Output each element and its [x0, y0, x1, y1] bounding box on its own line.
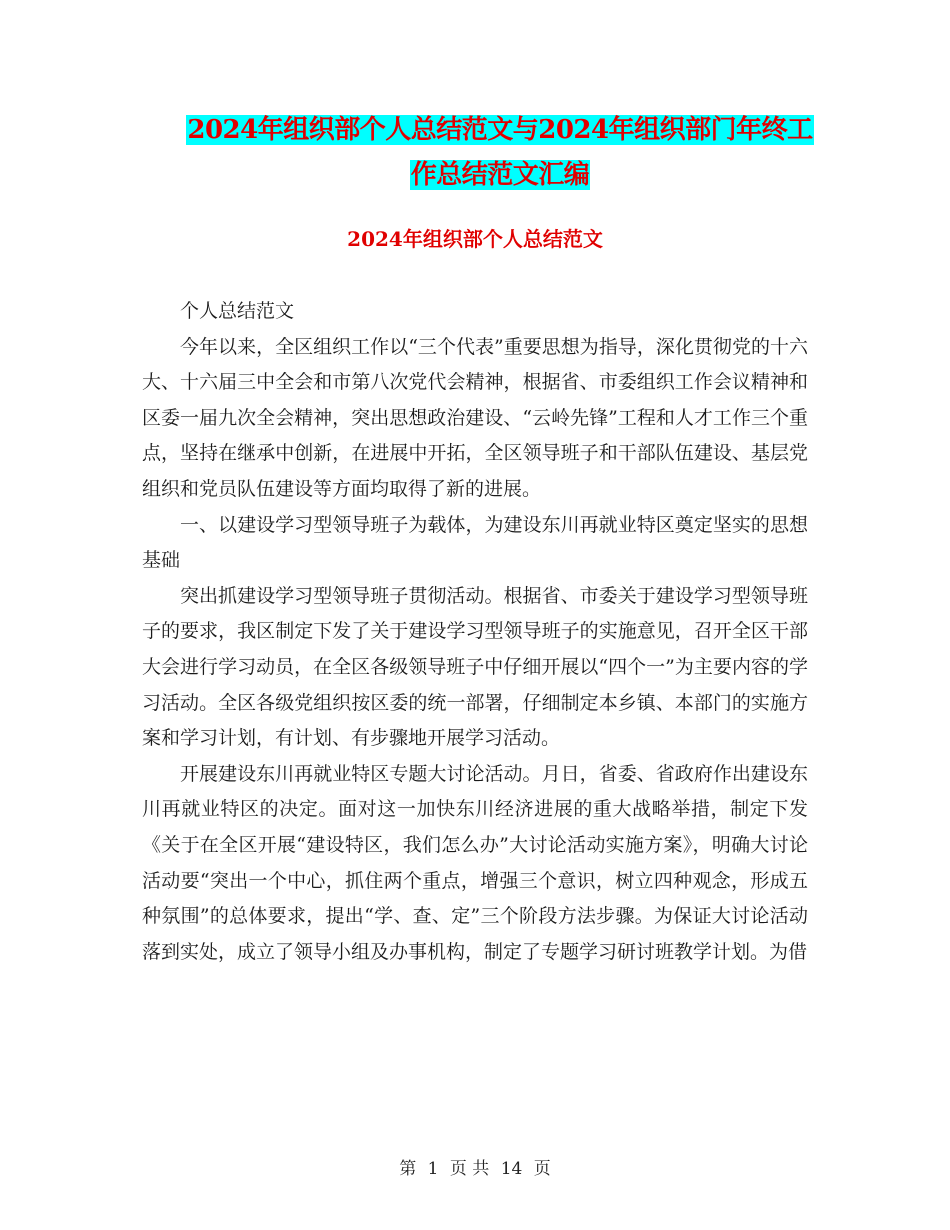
footer-page-number: 1	[427, 1159, 439, 1179]
title-text-2: 作总结范文汇编	[410, 160, 590, 190]
paragraph-learning-activity: 突出抓建设学习型领导班子贯彻活动。根据省、市委关于建设学习型领导班子的要求，我区制定下发了关于建设学习型领导班子的实施意见，召开全区干部大会进行学习动员，在全区各级领导班子中仔细开展以“四个一”为主要内容的学习活动。全区各级党组织按区委的统一部署，仔细制定本乡镇、本部门的实施方案和学习计划，有计划、有步骤地开展学习活动。	[142, 584, 808, 750]
paragraph-label: 个人总结范文	[180, 300, 295, 322]
section-heading: 2024年组织部个人总结范文	[347, 227, 603, 251]
document-body	[142, 294, 808, 970]
footer-middle: 页 共	[449, 1159, 490, 1179]
page-footer	[0, 1154, 950, 1179]
title-line-2	[120, 153, 880, 198]
footer-suffix: 页	[533, 1159, 551, 1179]
footer-prefix: 第	[399, 1159, 417, 1179]
paragraph-intro: 今年以来，全区组织工作以“三个代表”重要思想为指导，深化贯彻党的十六大、十六届三中全会和市第八次党代会精神，根据省、市委组织工作会议精神和区委一届九次全会精神，突出思想政治建设、“云岭先锋”工程和人才工作三个重点，坚持在继承中创新，在进展中开拓，全区领导班子和干部队伍建设、基层党组织和党员队伍建设等方面均取得了新的进展。	[142, 335, 808, 500]
document-title	[120, 108, 880, 198]
title-line-1	[120, 108, 880, 153]
title-text-1: 2024年组织部个人总结范文与2024年组织部门年终工	[187, 115, 813, 145]
paragraph-discussion-activity: 开展建设东川再就业特区专题大讨论活动。月日，省委、省政府作出建设东川再就业特区的决定。面对这一加快东川经济进展的重大战略举措，制定下发《关于在全区开展“建设特区，我们怎么办”大讨论活动实施方案》，明确大讨论活动要“突出一个中心，抓住两个重点，增强三个意识，树立四种观念，形成五种氛围”的总体要求，提出“学、查、定”三个阶段方法步骤。为保证大讨论活动落到实处，成立了领导小组及办事机构，制定了专题学习研讨班教学计划。为借	[142, 762, 808, 963]
footer-total-pages: 14	[500, 1159, 523, 1179]
paragraph-section-one: 一、以建设学习型领导班子为载体，为建设东川再就业特区奠定坚实的思想基础	[142, 513, 808, 572]
